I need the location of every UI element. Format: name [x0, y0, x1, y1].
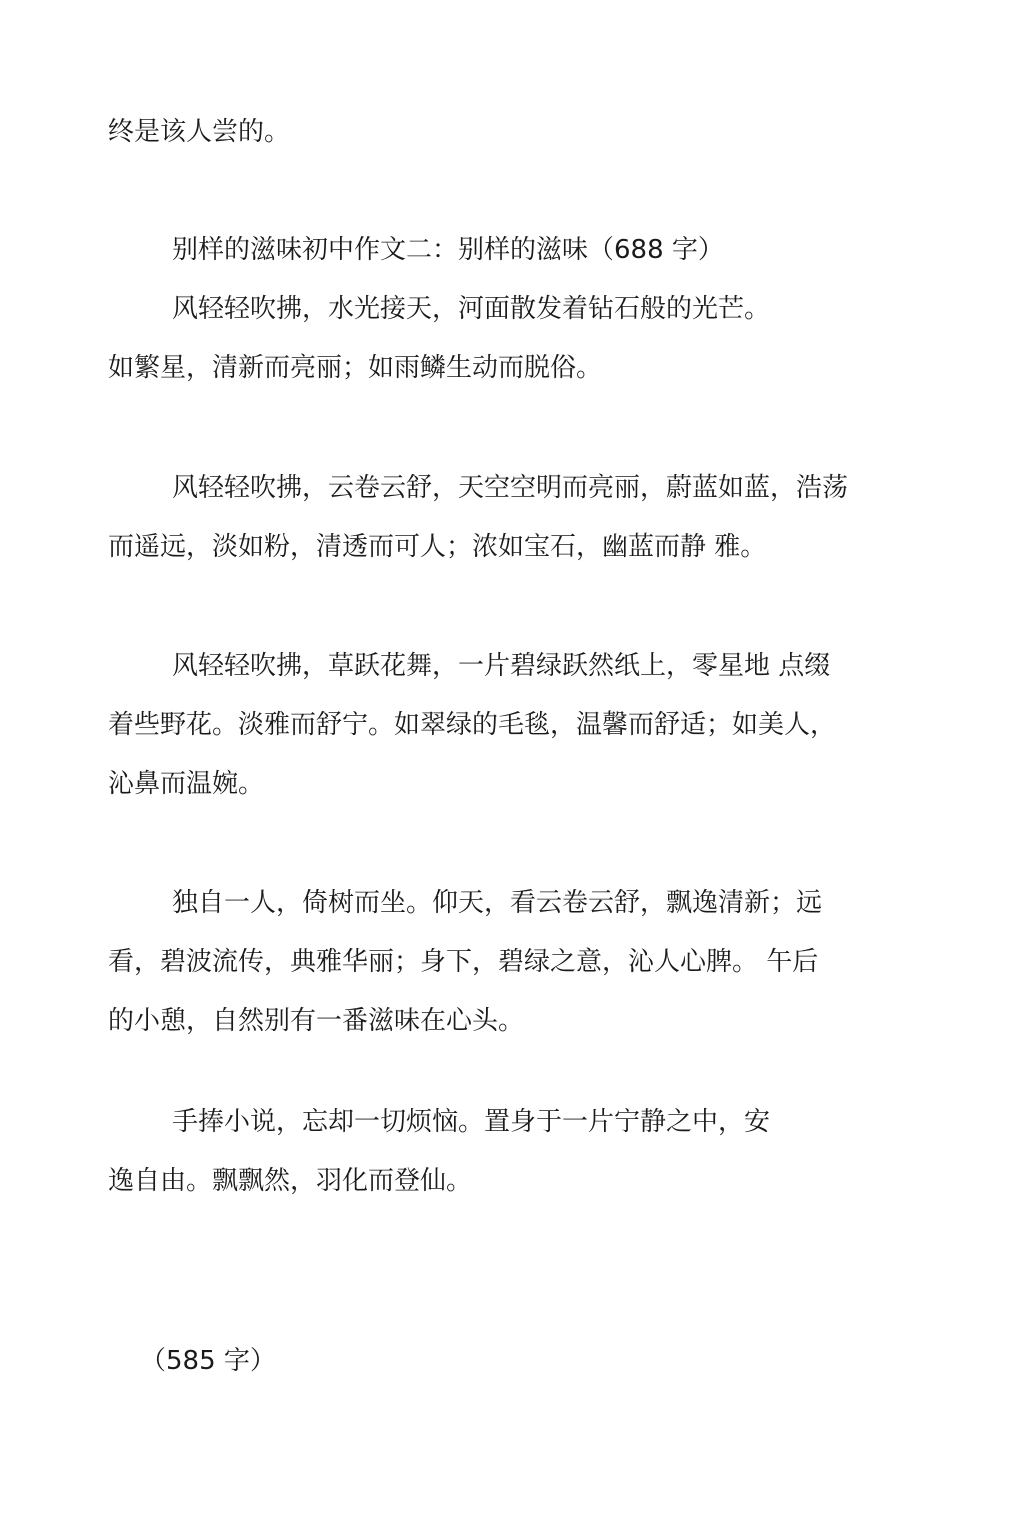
text-line: 终是该人尝的。 — [108, 117, 291, 147]
text-line: 看，碧波流传，典雅华丽；身下，碧绿之意，沁人心脾。 午后 — [108, 947, 819, 977]
text-line: 的小憩，自然别有一番滋味在心头。 — [108, 1006, 525, 1036]
section-title: 别样的滋味初中作文二：别样的滋味（688 字） — [172, 235, 724, 265]
text-line: 风轻轻吹拂，草跃花舞，一片碧绿跃然纸上，零星地 点缀 — [172, 651, 831, 681]
text-line: 而遥远，淡如粉，清透而可人；浓如宝石，幽蓝而静 雅。 — [108, 532, 767, 562]
text-line: 手捧小说，忘却一切烦恼。置身于一片宁静之中，安 — [172, 1107, 771, 1137]
text-line: 如繁星，清新而亮丽；如雨鳞生动而脱俗。 — [108, 353, 603, 383]
word-count: （585 字） — [140, 1346, 276, 1376]
text-line: 着些野花。淡雅而舒宁。如翠绿的毛毯，温馨而舒适；如美人， — [108, 710, 837, 740]
text-line: 风轻轻吹拂，水光接天，河面散发着钻石般的光芒。 — [172, 294, 771, 324]
text-line: 逸自由。飘飘然，羽化而登仙。 — [108, 1166, 473, 1196]
text-line: 独自一人，倚树而坐。仰天，看云卷云舒，飘逸清新；远 — [172, 888, 823, 918]
text-line: 风轻轻吹拂，云卷云舒，天空空明而亮丽，蔚蓝如蓝，浩荡 — [172, 473, 849, 503]
text-line: 沁鼻而温婉。 — [108, 769, 265, 799]
